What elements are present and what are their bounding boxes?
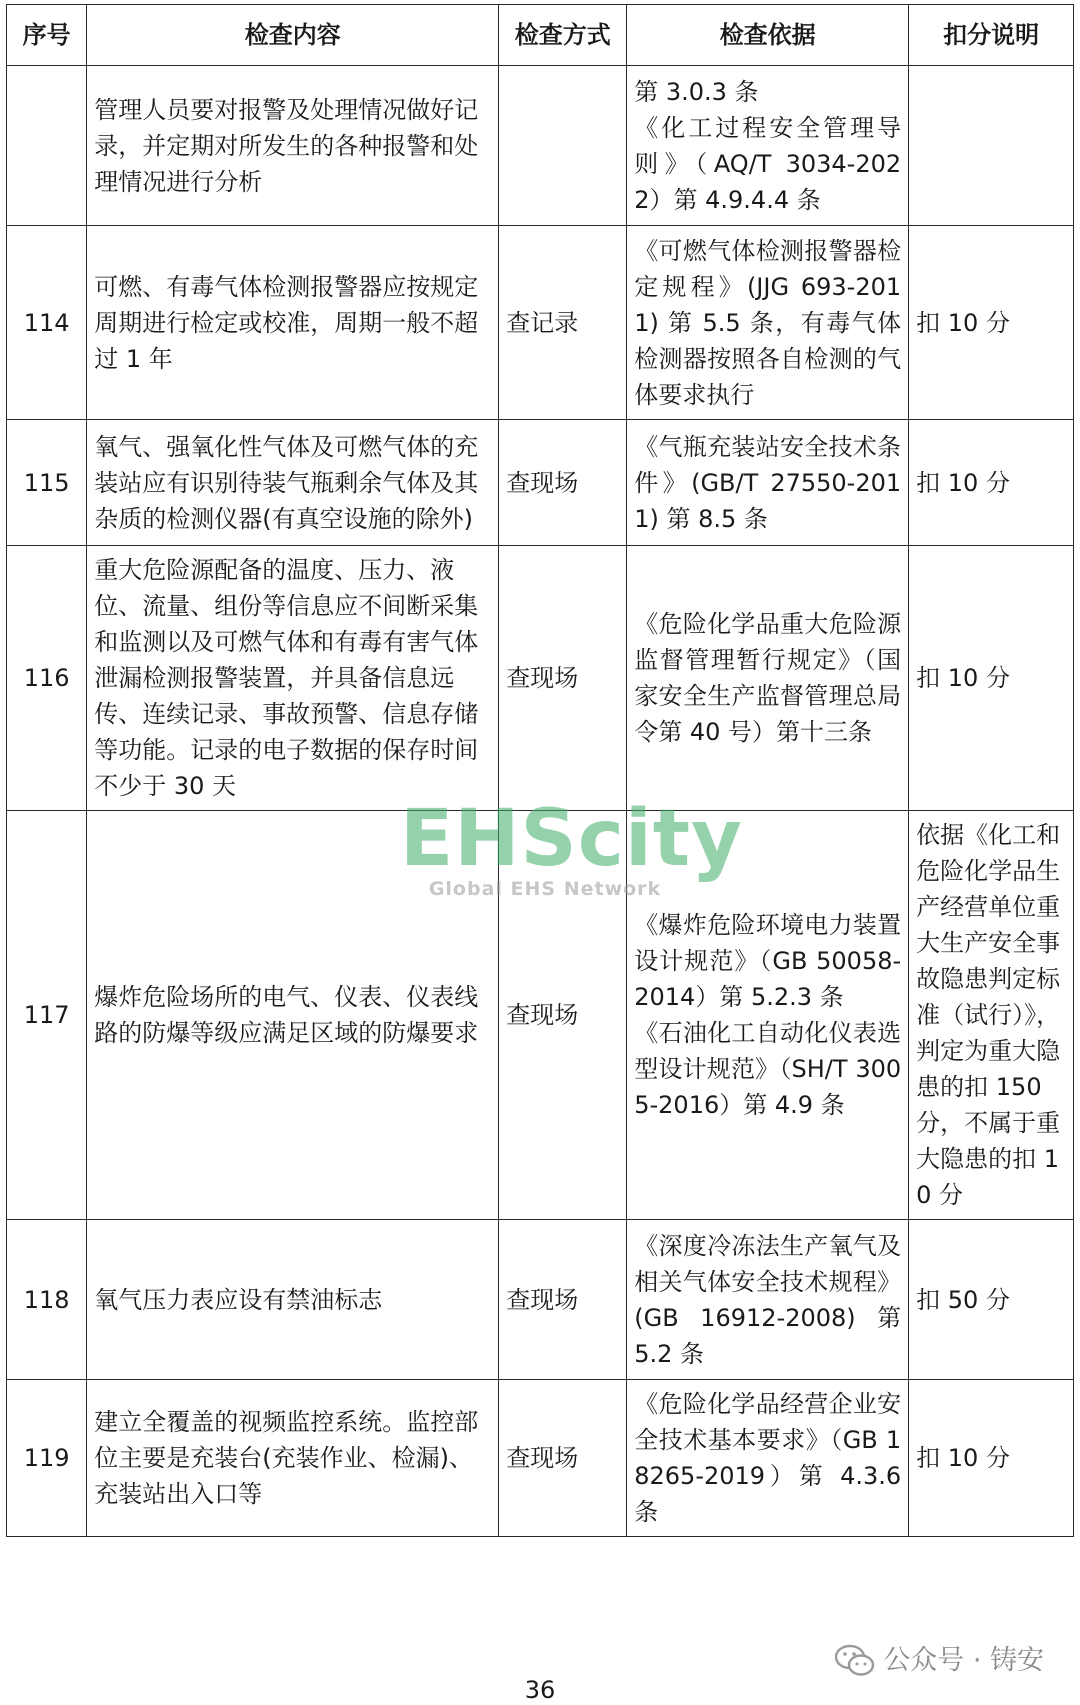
wechat-account-text: 公众号 · 铸安 [883,1645,1044,1676]
inspection-table [6,4,1074,1537]
watermark-subtitle: Global EHS Network [428,878,662,900]
row-deduction: 依据《化工和危险化学品生产经营单位重大生产安全事故隐患判定标准（试行）》，判定为重大隐患的扣 150 分，不属于重大隐患的扣 10 分 [909,811,1074,1220]
row-content: 可燃、有毒气体检测报警器应按规定周期进行检定或校准，周期一般不超过 1 年 [87,226,499,420]
row-basis [627,811,909,1220]
table-row [7,226,1074,420]
row-deduction [909,66,1074,226]
wechat-icon [835,1644,875,1678]
row-method: 查现场 [499,1220,627,1380]
row-content: 重大危险源配备的温度、压力、液位、流量、组份等信息应不间断采集和监测以及可燃气体和有毒有害气体泄漏检测报警装置，并具备信息远传、连续记录、事故预警、信息存储等功能。记录的电子数据的保存时间不少于 30 天 [87,546,499,811]
row-number: 115 [7,420,87,546]
row-content: 管理人员要对报警及处理情况做好记录，并定期对所发生的各种报警和处理情况进行分析 [87,66,499,226]
row-method: 查现场 [499,546,627,811]
basis-line: 《深度冷冻法生产氧气及相关气体安全技术规程》(GB 16912-2008) 第 5.2 条 [634,1231,902,1368]
basis-line: 《化工过程安全管理导则》（AQ/T 3034-2022）第 4.9.4.4 条 [634,113,902,214]
row-basis [627,1380,909,1537]
row-method: 查现场 [499,811,627,1220]
header-basis: 检查依据 [627,5,909,66]
table-header-row [7,5,1074,66]
row-number: 119 [7,1380,87,1537]
row-number: 116 [7,546,87,811]
table-row [7,811,1074,1220]
row-deduction: 扣 10 分 [909,420,1074,546]
row-number [7,66,87,226]
row-basis [627,1220,909,1380]
row-deduction: 扣 10 分 [909,546,1074,811]
page-number: 36 [524,1676,556,1704]
row-method [499,66,627,226]
wechat-account-credit [835,1644,1044,1678]
basis-line: 《危险化学品经营企业安全技术基本要求》（GB 18265-2019）第 4.3.6 条 [634,1390,902,1526]
row-deduction: 扣 10 分 [909,1380,1074,1537]
watermark-logo-text: EHScity [400,794,743,884]
basis-line: 《气瓶充装站安全技术条件》(GB/T 27550-2011) 第 8.5 条 [634,432,902,533]
row-basis [627,546,909,811]
table-row [7,66,1074,226]
header-content: 检查内容 [87,5,499,66]
table-row [7,546,1074,811]
basis-line: 《爆炸危险环境电力装置设计规范》（GB 50058-2014）第 5.2.3 条 [634,911,902,1011]
basis-line: 《危险化学品重大危险源监督管理暂行规定》（国家安全生产监督管理总局令第 40 号）第十三条 [634,610,902,746]
row-content: 氧气压力表应设有禁油标志 [87,1220,499,1380]
row-method: 查记录 [499,226,627,420]
row-basis [627,420,909,546]
table-row [7,1380,1074,1537]
basis-line: 第 3.0.3 条 [634,77,759,106]
row-content: 建立全覆盖的视频监控系统。监控部位主要是充装台(充装作业、检漏)、充装站出入口等 [87,1380,499,1537]
table-row [7,1220,1074,1380]
row-number: 114 [7,226,87,420]
row-method: 查现场 [499,420,627,546]
row-deduction: 扣 50 分 [909,1220,1074,1380]
row-deduction: 扣 10 分 [909,226,1074,420]
table-row [7,420,1074,546]
row-basis [627,226,909,420]
header-deduction: 扣分说明 [909,5,1074,66]
header-no: 序号 [7,5,87,66]
row-number: 118 [7,1220,87,1380]
row-number: 117 [7,811,87,1220]
row-basis [627,66,909,226]
row-content: 爆炸危险场所的电气、仪表、仪表线路的防爆等级应满足区域的防爆要求 [87,811,499,1220]
basis-line: 《石油化工自动化仪表选型设计规范》（SH/T 3005-2016）第 4.9 条 [634,1019,902,1119]
basis-line: 《可燃气体检测报警器检定规程》(JJG 693-2011) 第 5.5 条，有毒气体检测器按照各自检测的气体要求执行 [634,236,902,409]
row-method: 查现场 [499,1380,627,1537]
header-method: 检查方式 [499,5,627,66]
row-content: 氧气、强氧化性气体及可燃气体的充装站应有识别待装气瓶剩余气体及其杂质的检测仪器(有真空设施的除外) [87,420,499,546]
